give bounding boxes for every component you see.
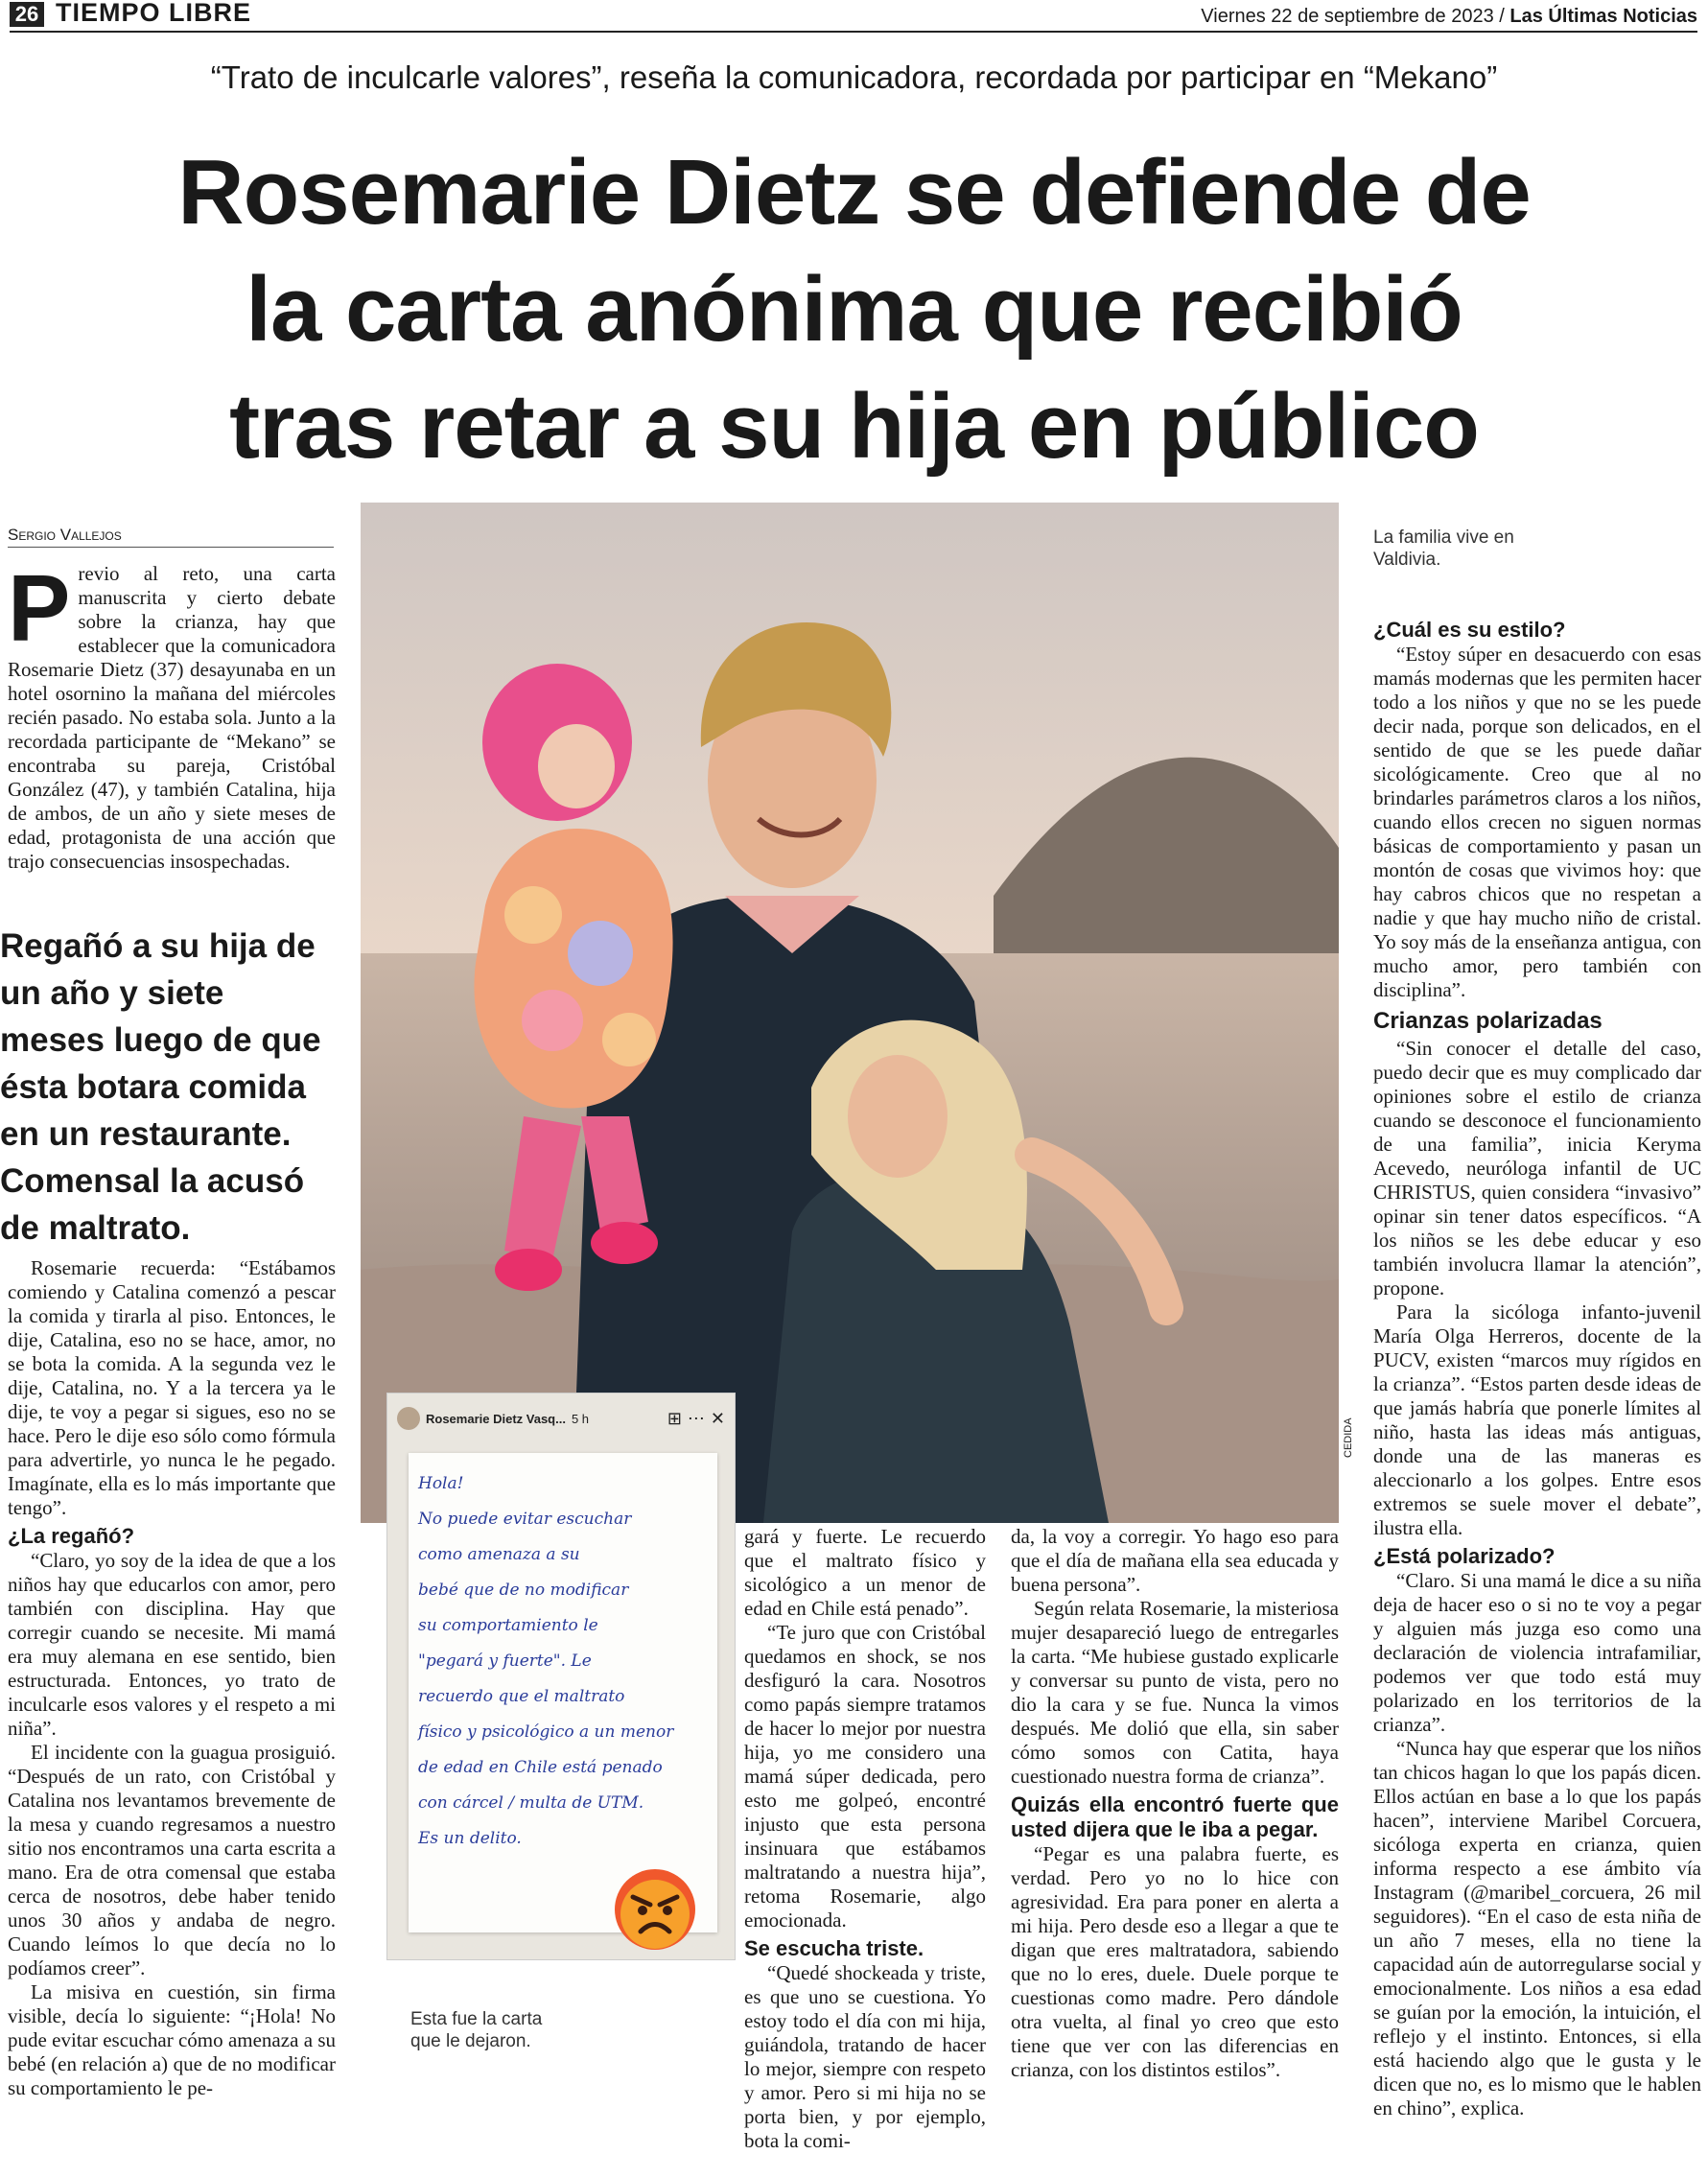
story-header	[397, 1405, 725, 1432]
page-header	[10, 0, 1697, 33]
article-column-1	[8, 562, 336, 907]
publication-name: Las Últimas Noticias	[1509, 6, 1697, 27]
issue-date: Viernes 22 de septiembre de 2023 /	[1201, 6, 1505, 27]
family-photo-illustration	[361, 503, 1339, 1523]
avatar	[397, 1407, 420, 1430]
letter-line: "pegará y fuerte". Le	[418, 1651, 592, 1671]
kicker: “Trato de inculcarle valores”, reseña la comunicadora, recordada por participar en “Mekano”	[210, 59, 1498, 95]
letter-line: con cárcel / multa de UTM.	[418, 1793, 644, 1813]
letter-line: de edad en Chile está penado	[418, 1758, 663, 1777]
headline	[0, 134, 1708, 485]
photo-caption: La familia vive en Valdivia.	[1373, 527, 1514, 570]
article-column-1b	[8, 1256, 336, 2175]
paragraph: “Quedé shockeada y triste, es que uno se cuestiona. Yo estoy todo el día con mi hija, guiándola, tratando de hacer lo mejor, siempre con respeto y amor. Pero si mi hija no se porta bien, y por ejemplo, bota la comi-	[744, 1961, 986, 2152]
photo-credit: CEDIDA	[1343, 1417, 1354, 1458]
letter-line: No puede evitar escuchar	[418, 1510, 632, 1529]
letter-line: recuerdo que el maltrato	[418, 1687, 625, 1706]
paragraph: Rosemarie recuerda: “Estábamos comiendo y Catalina comenzó a pescar la comida y tirarla al piso. Entonces, le dije, Catalina, eso no se hace, amor, no se bota la comida. A la segunda vez le dije, Catalina, no. Y a la tercera ya le dije, te voy a pegar si sigues, eso no se hace. Pero le dije eso sólo como fórmula para advertirle, yo nunca le he pegado. Imagínate, ella es lo más importante que tengo”.	[8, 1256, 336, 1519]
headline-line: tras retar a su hija en público	[229, 375, 1479, 478]
paragraph: La misiva en cuestión, sin firma visible, decía lo siguiente: “¡Hola! No pude evitar escuchar cómo amenaza a su bebé (en relación a) que de no modificar su comportamiento le pe-	[8, 1980, 336, 2099]
dateline	[1201, 6, 1697, 28]
paragraph: El incidente con la guagua prosiguió. “Después de un rato, con Cristóbal y Catalina nos levantamos brevemente de la mesa y cuando regresamos a nuestro sitio nos encontramos una carta escrita a mano. Era de otra comensal que estaba cerca de nosotros, debe haber tenido unos 30 años y andaba de negro. Cuando leímos lo que decía no lo podíamos creer”.	[8, 1741, 336, 1979]
paragraph: da, la voy a corregir. Yo hago eso para que el día de mañana ella sea educada y buena persona”.	[1011, 1525, 1339, 1596]
article-column-3	[1011, 1525, 1339, 2175]
drop-cap: P	[8, 562, 71, 661]
letter-line: Hola!	[418, 1474, 464, 1493]
add-icon[interactable]: ⊞	[667, 1408, 682, 1428]
page-number: 26	[10, 2, 44, 27]
subhead: Quizás ella encontró fuerte que usted dijera que le iba a pegar.	[1011, 1792, 1339, 1841]
subhead: ¿La regañó?	[8, 1524, 135, 1548]
subhead: ¿Cuál es su estilo?	[1373, 618, 1566, 642]
headline-line: la carta anónima que recibió	[246, 258, 1462, 361]
article-column-4	[1373, 614, 1701, 2175]
letter-caption: Esta fue la carta que le dejaron.	[410, 2009, 543, 2051]
article-column-2	[744, 1525, 986, 2175]
deck: Regañó a su hija de un año y siete meses luego de que ésta botara comida en un restaurante. Comensal la acusó de maltrato.	[0, 927, 321, 1247]
letter-line: bebé que de no modificar	[418, 1581, 629, 1600]
paragraph: “Nunca hay que esperar que los niños tan chicos hagan lo que los papás dicen. Ellos actúan en base a lo que los papás hacen”, interviene Maribel Corcuera, sicóloga experta en crianza, quien informa respecto a ese ámbito vía Instagram (@maribel_corcuera, 26 mil seguidores). “En el caso de esta niña de un año 7 meses, ella no tiene la capacidad aún de autorregularse social y emocionalmente. Los niños a esa edad se guían por la emoción, la intuición, el reflejo y el instinto. Entonces, si ella está haciendo algo que le gusta y le dicen que no, es lo mismo que le hablen en chino”, explica.	[1373, 1737, 1701, 2119]
paragraph: Para la sicóloga infanto-juvenil María Olga Herreros, docente de la PUCV, existen “marcos muy rígidos en la crianza”. “Estos parten desde ideas de que jamás habría que ponerle límites al niño, hasta las ideas más antiguas, donde una de las maneras es aleccionarlo a los golpes. Entre esos extremos se suele mover el debate”, ilustra ella.	[1373, 1300, 1701, 1539]
letter-line: su comportamiento le	[418, 1616, 598, 1635]
more-icon[interactable]: ⋯	[687, 1408, 705, 1428]
paragraph: “Claro, yo soy de la idea de que a los niños hay que educarlos con amor, pero también con disciplina. Hay que corregir cuando se necesite. Mi mamá era muy alemana en ese sentido, bien estructurada. Entonces, yo trato de inculcarle esos valores y el respeto a mi niña”.	[8, 1549, 336, 1740]
paragraph: “Claro. Si una mamá le dice a su niña deja de hacer eso o si no te voy a pegar y alguien más juzga eso como una declaración de violencia intrafamiliar, podemos ver que todo está muy polarizado en los territorios de la crianza”.	[1373, 1569, 1701, 1736]
byline: Sergio Vallejos	[8, 526, 334, 548]
paragraph: Según relata Rosemarie, la misteriosa mujer desapareció luego de entregarles la carta. “Me hubiese gustado explicarle y conversar su punto de vista, pero no dio la cara y se fue. Nunca la vimos después. Me dolió que ella, sin saber cómo somos con Catita, haya cuestionado nuestra forma de crianza”.	[1011, 1597, 1339, 1788]
paragraph: gará y fuerte. Le recuerdo que el maltrato físico y sicológico a un menor de edad en Chile está penado”.	[744, 1525, 986, 1620]
subhead: ¿Está polarizado?	[1373, 1544, 1556, 1568]
letter-line: como amenaza a su	[418, 1545, 580, 1564]
section-name: TIEMPO LIBRE	[56, 0, 252, 27]
letter-line: Es un delito.	[418, 1829, 522, 1848]
handwritten-letter	[409, 1453, 717, 1932]
paragraph: “Pegar es una palabra fuerte, es verdad. Pero yo no lo hice con agresividad. Era para poner en alerta a mi hija. Pero desde eso a llegar a que te digan que eres maltratadora, sabiendo que no lo eres, duele. Duele porque te cuestionas como madre. Pero dándole otra vuelta, al final yo creo que esto tiene que ver con las diferencias en crianza, con los distintos estilos”.	[1011, 1842, 1339, 2081]
headline-line: Rosemarie Dietz se defiende de	[177, 141, 1531, 244]
story-time: 5 h	[571, 1411, 590, 1426]
paragraph: “Sin conocer el detalle del caso, puedo decir que es muy complicado dar opiniones sobre el estilo de crianza cuando se desconoce el funcionamiento de una familia”, inicia Keryma Acevedo, neuróloga infantil de UC CHRISTUS, quien considera “invasivo” opinar sin tener datos específicos. “A los niños se les debe educar y eso también involucra llamar la atención”, propone.	[1373, 1037, 1701, 1300]
paragraph: “Te juro que con Cristóbal quedamos en shock, se nos desfiguró la cara. Nosotros como papás siempre tratamos de hacer lo mejor por nuestra hija, yo me considero una mamá súper dedicada, pero esto me golpeó, encontré injusto que esta persona insinuara que estábamos maltratando a nuestra hija”, retoma Rosemarie, algo emocionada.	[744, 1621, 986, 1932]
section-heading: Crianzas polarizadas	[1373, 1008, 1603, 1034]
subhead: Se escucha triste.	[744, 1936, 924, 1960]
close-icon[interactable]: ✕	[710, 1408, 725, 1428]
paragraph: “Estoy súper en desacuerdo con esas mamás modernas que les permiten hacer todo a los niños y que no se les puede decir nada, porque son delicados, en el sentido de que se les puede dañar sicológicamente. Creo que al no brindarles parámetros claros a los niños, cuando ellos crecen no siguen normas básicas de comportamiento y pasan un montón de cosas que vivimos hoy: que hay cabros chicos que no respetan a nadie y que hay mucho niño de cristal. Yo soy más de la enseñanza antigua, con mucho amor, pero también con disciplina”.	[1373, 643, 1701, 1001]
paragraph: revio al reto, una carta manuscrita y cierto debate sobre la crianza, hay que establecer que la comunicadora Rosemarie Dietz (37) desayunaba en un hotel osornino la mañana del miércoles recién pasado. No estaba sola. Junto a la recordada participante de “Mekano” se encontraba su pareja, Cristóbal González (47), y también Catalina, hija de ambos, de un año y siete meses de edad, protagonista de una acción que trajo consecuencias insospechadas.	[8, 562, 336, 873]
angry-face-icon	[612, 1866, 698, 1953]
letter-line: físico y psicológico a un menor	[418, 1722, 674, 1742]
family-photo	[361, 503, 1339, 1523]
story-account: Rosemarie Dietz Vasq...	[426, 1411, 566, 1426]
